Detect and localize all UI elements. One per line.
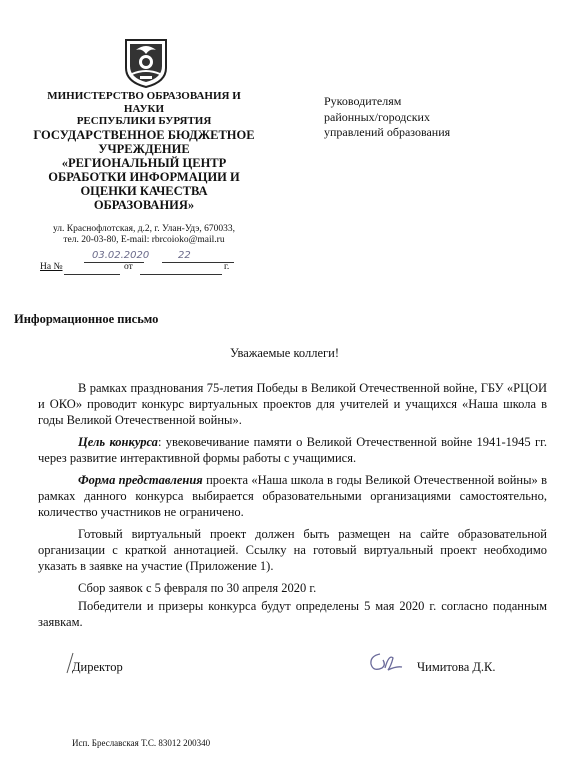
registration-date: 03.02.2020	[92, 250, 150, 261]
greeting: Уважаемые коллеги!	[230, 346, 339, 360]
body-paragraph: Победители и призеры конкурса будут определены 5 мая 2020 г. согласно поданным заявкам.	[38, 599, 547, 629]
body-paragraph: Готовый виртуальный проект должен быть размещен на сайте образовательной организации с краткой аннотацией. Ссылку на готовый виртуальный проект необходимо указать в заявке на участие (Приложение 1).	[38, 527, 547, 573]
body-paragraph	[38, 434, 547, 466]
ref-from-label: от	[124, 262, 133, 272]
body-paragraph	[38, 472, 547, 520]
director-name: Чимитова Д.К.	[417, 660, 496, 674]
institution-line: УЧРЕЖДЕНИЕ	[98, 142, 190, 156]
ref-year-suffix: г.	[224, 262, 230, 272]
executor-footer: Исп. Бреславская Т.С. 83012 200340	[72, 738, 211, 748]
recipient-line: управлений образования	[324, 125, 451, 139]
ref-date-blank	[140, 274, 222, 275]
ministry-line: МИНИСТЕРСТВО ОБРАЗОВАНИЯ И НАУКИ	[47, 90, 241, 115]
date-underline	[84, 262, 144, 263]
ministry-name	[28, 90, 260, 128]
institution-line: ГОСУДАРСТВЕННОЕ БЮДЖЕТНОЕ	[33, 128, 255, 142]
institution-line: ОБРАЗОВАНИЯ»	[93, 198, 195, 212]
goal-text: : увековечивание памяти о Великой Отечественной войне 1941-1945 гг. через развитие интерактивной формы работы с учащимися.	[38, 435, 547, 465]
ref-number-blank	[64, 274, 120, 275]
format-text: проекта «Наша школа в годы Великой Отечественной войны» в рамках данного конкурса выбирается образовательными организациями самостоятельно, количество участников не ограничено.	[38, 473, 547, 519]
emblem-logo	[120, 38, 172, 88]
body-paragraph: В рамках празднования 75-летия Победы в Великой Отечественной войне, ГБУ «РЦОИ и ОКО» проводит конкурс виртуальных проектов для учителей и учащихся «Наша школа в годы Великой Отечественной войны».	[38, 381, 547, 427]
institution-line: «РЕГИОНАЛЬНЫЙ ЦЕНТР	[61, 156, 227, 170]
institution-line: ОБРАБОТКИ ИНФОРМАЦИИ И	[48, 170, 240, 184]
ref-number-label: На №	[40, 262, 63, 272]
body-paragraph: Сбор заявок с 5 февраля по 30 апреля 2020 г.	[78, 581, 317, 595]
institution-name	[28, 128, 260, 212]
letter-body	[38, 380, 547, 636]
director-title: Директор	[72, 660, 123, 674]
format-label: Форма представления	[78, 473, 203, 487]
letter-title: Информационное письмо	[14, 312, 159, 326]
recipient-block	[324, 94, 524, 141]
recipient-line: районных/городских	[324, 109, 430, 124]
contact-line: тел. 20-03-80, E-mail: rbrcoioko@mail.ru	[63, 235, 225, 245]
institution-line: ОЦЕНКИ КАЧЕСТВА	[80, 184, 208, 198]
ministry-line: РЕСПУБЛИКИ БУРЯТИЯ	[76, 115, 212, 127]
goal-label: Цель конкурса	[78, 435, 158, 449]
handwritten-signature	[366, 648, 406, 676]
registration-number: 22	[178, 250, 191, 261]
registration-line	[40, 250, 240, 272]
recipient-line: Руководителям	[324, 94, 402, 108]
address-line: ул. Краснофлотская, д.2, г. Улан-Удэ, 670033,	[52, 224, 236, 234]
